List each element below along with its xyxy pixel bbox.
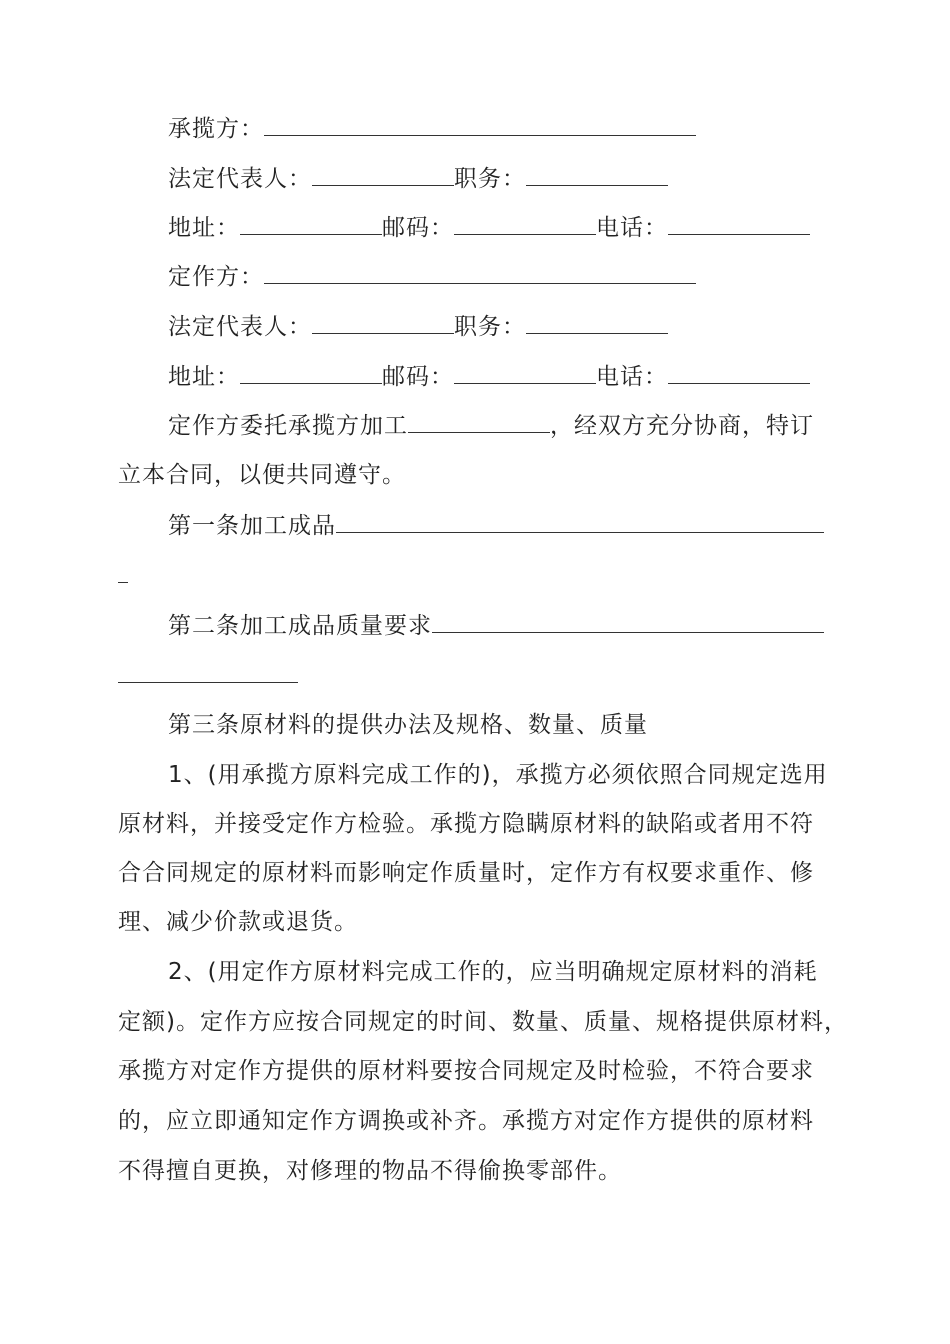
party-a-rep-row xyxy=(168,163,668,194)
article-1-continuation xyxy=(118,560,128,591)
party-b-title-blank[interactable] xyxy=(526,311,668,334)
party-b-postcode-blank[interactable] xyxy=(454,361,596,384)
party-a-name-label: 承揽方： xyxy=(168,116,264,142)
intro-part-1: 定作方委托承揽方加工 xyxy=(168,413,408,439)
party-a-address-label: 地址： xyxy=(168,215,240,241)
para-1-line-1: 1、(用承揽方原料完成工作的)，承揽方必须依照合同规定选用 xyxy=(168,762,828,788)
article-1-row xyxy=(168,510,824,541)
party-a-postcode-label: 邮码： xyxy=(382,215,454,241)
article-2-blank[interactable] xyxy=(432,610,824,633)
para-2-line-2: 定额)。定作方应按合同规定的时间、数量、质量、规格提供原材料， xyxy=(118,1009,848,1035)
party-b-address-row xyxy=(168,361,810,392)
party-a-title-blank[interactable] xyxy=(526,163,668,186)
party-a-rep-blank[interactable] xyxy=(312,163,454,186)
para-1-line-2: 原材料，并接受定作方检验。承揽方隐瞒原材料的缺陷或者用不符 xyxy=(118,811,814,837)
article-1-label: 第一条加工成品 xyxy=(168,513,336,539)
article-2-label: 第二条加工成品质量要求 xyxy=(168,613,432,639)
processed-item-blank[interactable] xyxy=(408,410,550,433)
para-2-line-1: 2、(用定作方原材料完成工作的，应当明确规定原材料的消耗 xyxy=(168,959,818,985)
party-a-title-label: 职务： xyxy=(454,166,526,192)
party-a-address-blank[interactable] xyxy=(240,212,382,235)
intro-line-2: 立本合同，以便共同遵守。 xyxy=(118,462,406,488)
party-b-postcode-label: 邮码： xyxy=(382,364,454,390)
para-2-line-4: 的，应立即通知定作方调换或补齐。承揽方对定作方提供的原材料 xyxy=(118,1108,814,1134)
party-a-name-row xyxy=(168,113,696,144)
party-b-phone-blank[interactable] xyxy=(668,361,810,384)
para-1-line-3: 合合同规定的原材料而影响定作质量时，定作方有权要求重作、修 xyxy=(118,860,814,886)
party-b-name-label: 定作方： xyxy=(168,264,264,290)
party-a-phone-blank[interactable] xyxy=(668,212,810,235)
party-a-name-blank[interactable] xyxy=(264,113,696,136)
article-1-blank-continued[interactable] xyxy=(118,560,128,583)
article-3-heading: 第三条原材料的提供办法及规格、数量、质量 xyxy=(168,712,648,738)
party-a-rep-label: 法定代表人： xyxy=(168,166,312,192)
article-2-row xyxy=(168,610,824,641)
party-a-phone-label: 电话： xyxy=(596,215,668,241)
article-1-blank[interactable] xyxy=(336,510,824,533)
party-b-address-blank[interactable] xyxy=(240,361,382,384)
party-b-rep-label: 法定代表人： xyxy=(168,314,312,340)
para-2-line-3: 承揽方对定作方提供的原材料要按合同规定及时检验，不符合要求 xyxy=(118,1058,814,1084)
article-2-blank-continued[interactable] xyxy=(118,660,298,683)
party-b-name-row xyxy=(168,261,696,292)
para-1-line-4: 理、减少价款或退货。 xyxy=(118,909,358,935)
intro-part-2: ，经双方充分协商，特订 xyxy=(550,413,814,439)
party-b-address-label: 地址： xyxy=(168,364,240,390)
party-b-phone-label: 电话： xyxy=(596,364,668,390)
party-b-title-label: 职务： xyxy=(454,314,526,340)
intro-line-1 xyxy=(168,410,814,441)
party-a-address-row xyxy=(168,212,810,243)
party-b-name-blank[interactable] xyxy=(264,261,696,284)
para-2-line-5: 不得擅自更换，对修理的物品不得偷换零部件。 xyxy=(118,1158,622,1184)
party-a-postcode-blank[interactable] xyxy=(454,212,596,235)
article-2-continuation xyxy=(118,660,298,691)
party-b-rep-blank[interactable] xyxy=(312,311,454,334)
party-b-rep-row xyxy=(168,311,668,342)
